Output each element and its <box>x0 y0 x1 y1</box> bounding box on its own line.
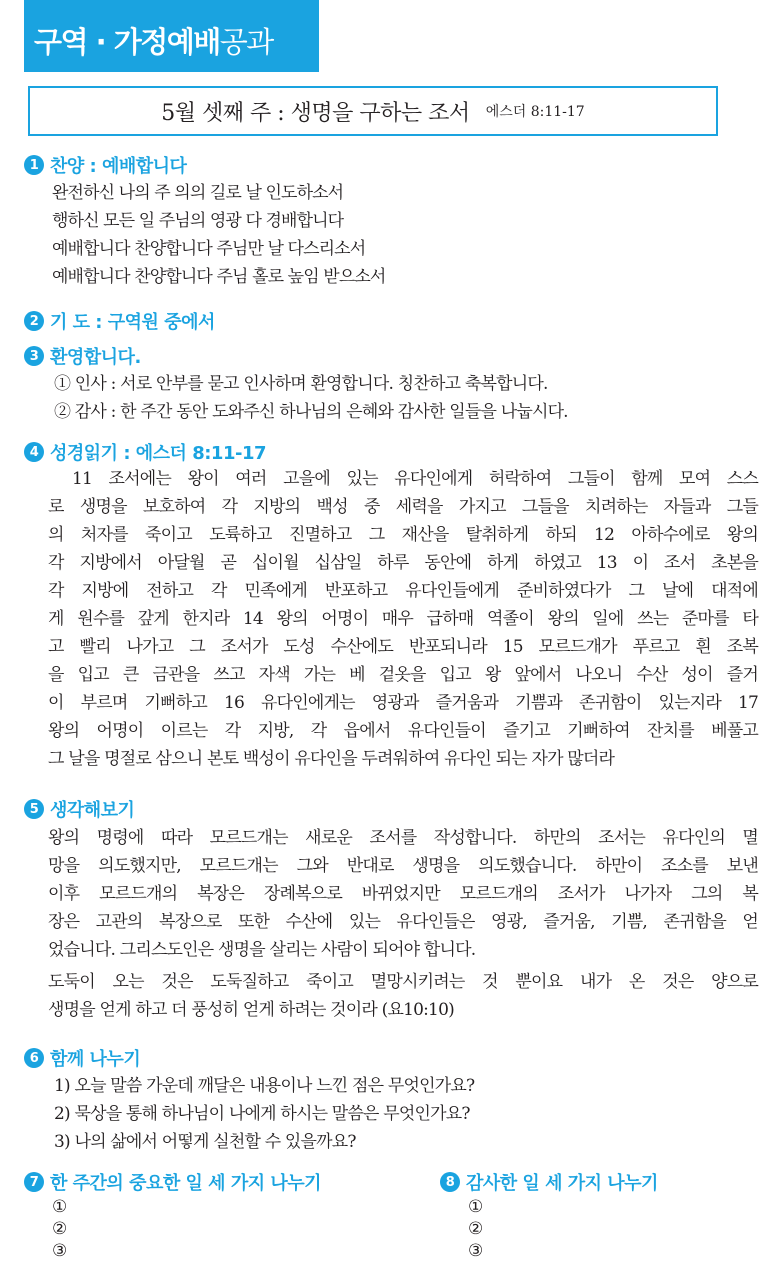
banner-subtitle: 공과 <box>219 25 273 59</box>
text-line: 게 원수를 갚게 한지라 14 왕의 어명이 매우 급하매 역졸이 왕의 일에 쓰는 준마를 타 <box>48 609 758 629</box>
section-heading <box>440 1170 658 1194</box>
list-item: ③ <box>52 1241 68 1261</box>
section-heading <box>24 344 744 368</box>
banner <box>24 0 319 72</box>
list-item: ② 감사 : 한 주간 동안 도와주신 하나님의 은혜와 감사한 일들을 나눕시다. <box>54 402 568 422</box>
reflection-text <box>48 824 758 964</box>
banner-title: 구역 · 가정예배 <box>34 25 220 59</box>
text-line: 로 생명을 보호하여 각 지방의 백성 중 세력을 가지고 그들을 치려하는 자들과 그들 <box>48 497 758 517</box>
lyric-line: 예배합니다 찬양합니다 주님 홀로 높임 받으소서 <box>52 267 386 287</box>
blank-lines <box>52 1196 321 1262</box>
text-line: 었습니다. 그리스도인은 생명을 살리는 사람이 되어야 합니다. <box>48 940 476 960</box>
number-badge: 7 <box>24 1172 44 1192</box>
section-title: 감사한 일 세 가지 나누기 <box>466 1173 658 1194</box>
text-line: 도둑이 오는 것은 도둑질하고 죽이고 멸망시키려는 것 뿐이요 내가 온 것은 양으로 <box>48 972 758 992</box>
number-badge: 5 <box>24 799 44 819</box>
text-line: 각 지방에서 아달월 곧 십이월 십삼일 하루 동안에 하게 하였고 13 이 조서 초본을 <box>48 553 758 573</box>
sharing-questions <box>24 1072 744 1156</box>
text-line: 각 지방에 전하고 각 민족에게 반포하고 유다인들에게 준비하였다가 그 날에 대적에 <box>48 581 758 601</box>
number-badge: 2 <box>24 311 44 331</box>
section-title: 생각해보기 <box>50 800 135 821</box>
text-line: 11 조서에는 왕이 여러 고을에 있는 유다인에게 허락하여 그들이 함께 모여 스스 <box>72 469 758 489</box>
section-prayer <box>24 309 744 333</box>
list-item: ② <box>468 1219 484 1239</box>
list-item: 1) 오늘 말씀 가운데 깨달은 내용이나 느낀 점은 무엇인가요? <box>54 1076 475 1096</box>
number-badge: 3 <box>24 346 44 366</box>
text-line: 이 부르며 기뻐하고 16 유다인에게는 영광과 즐거움과 기쁨과 존귀함이 있는지라 17 <box>48 693 758 713</box>
section-heading <box>24 153 744 177</box>
section-heading <box>24 440 744 464</box>
lyric-line: 예배합니다 찬양합니다 주님만 날 다스리소서 <box>52 239 366 259</box>
number-badge: 1 <box>24 155 44 175</box>
list-item: ② <box>52 1219 68 1239</box>
text-line: 고 빨리 나가고 그 조서가 도성 수산에도 반포되니라 15 모르드개가 푸르고 흰 조복 <box>48 637 758 657</box>
section-title: 한 주간의 중요한 일 세 가지 나누기 <box>50 1173 322 1194</box>
section-heading <box>24 1046 744 1070</box>
blank-lines <box>468 1196 658 1262</box>
section-heading <box>24 797 744 821</box>
scripture-text <box>48 465 758 773</box>
section-weekly-events <box>24 1170 321 1262</box>
section-reflection <box>24 797 758 1024</box>
list-item: ③ <box>468 1241 484 1261</box>
lyric-line: 행하신 모든 일 주님의 영광 다 경배합니다 <box>52 211 344 231</box>
section-sharing <box>24 1046 744 1156</box>
text-line: 왕의 명령에 따라 모르드개는 새로운 조서를 작성합니다. 하만의 조서는 유다인의 멸 <box>48 828 758 848</box>
list-item: 3) 나의 삶에서 어떻게 실천할 수 있을까요? <box>54 1132 356 1152</box>
section-bible-reading <box>24 440 758 773</box>
section-title: 찬양 : 예배합니다 <box>50 156 187 177</box>
section-heading <box>24 1170 321 1194</box>
lesson-title-box <box>28 86 718 136</box>
section-praise <box>24 153 744 291</box>
number-badge: 6 <box>24 1048 44 1068</box>
section-heading <box>24 309 744 333</box>
hymn-lyrics <box>24 179 744 291</box>
lesson-title: 5월 셋째 주 : 생명을 구하는 조서 <box>161 100 470 126</box>
welcome-items <box>24 370 744 426</box>
list-item: ① <box>468 1197 484 1217</box>
section-title: 함께 나누기 <box>50 1049 141 1070</box>
list-item: 2) 묵상을 통해 하나님이 나에게 하시는 말씀은 무엇인가요? <box>54 1104 470 1124</box>
section-welcome <box>24 344 744 426</box>
text-line: 그 날을 명절로 삼으니 본토 백성이 유다인을 두려워하여 유다인 되는 자가 많더라 <box>48 749 615 769</box>
list-item: ① 인사 : 서로 안부를 묻고 인사하며 환영합니다. 칭찬하고 축복합니다. <box>54 374 548 394</box>
text-line: 왕의 어명이 이르는 각 지방, 각 읍에서 유다인들이 즐기고 기뻐하여 잔치를 베풀고 <box>48 721 758 741</box>
section-title: 환영합니다. <box>50 347 141 368</box>
text-line: 생명을 얻게 하고 더 풍성히 얻게 하려는 것이라 (요10:10) <box>48 1000 454 1020</box>
text-line: 을 입고 큰 금관을 쓰고 자색 가는 베 겉옷을 입고 왕 앞에서 나오니 수산 성이 즐거 <box>48 665 758 685</box>
scripture-reference: 에스더 8:11-17 <box>485 104 585 120</box>
number-badge: 4 <box>24 442 44 462</box>
section-title: 성경읽기 : 에스더 8:11-17 <box>50 443 267 464</box>
text-line: 이후 모르드개의 복장은 장례복으로 바뀌었지만 모르드개의 조서가 나가자 그의 복 <box>48 884 758 904</box>
text-line: 장은 고관의 복장으로 또한 수산에 있는 유다인들은 영광, 즐거움, 기쁨, 존귀함을 얻 <box>48 912 758 932</box>
text-line: 망을 의도했지만, 모르드개는 그와 반대로 생명을 의도했습니다. 하만이 조소를 보낸 <box>48 856 758 876</box>
text-line: 의 처자를 죽이고 도륙하고 진멸하고 그 재산을 탈취하게 하되 12 아하수에로 왕의 <box>48 525 758 545</box>
number-badge: 8 <box>440 1172 460 1192</box>
section-title: 기 도 : 구역원 중에서 <box>50 312 215 333</box>
lyric-line: 완전하신 나의 주 의의 길로 날 인도하소서 <box>52 183 344 203</box>
key-verse <box>48 968 758 1024</box>
list-item: ① <box>52 1197 68 1217</box>
section-gratitude <box>440 1170 658 1262</box>
